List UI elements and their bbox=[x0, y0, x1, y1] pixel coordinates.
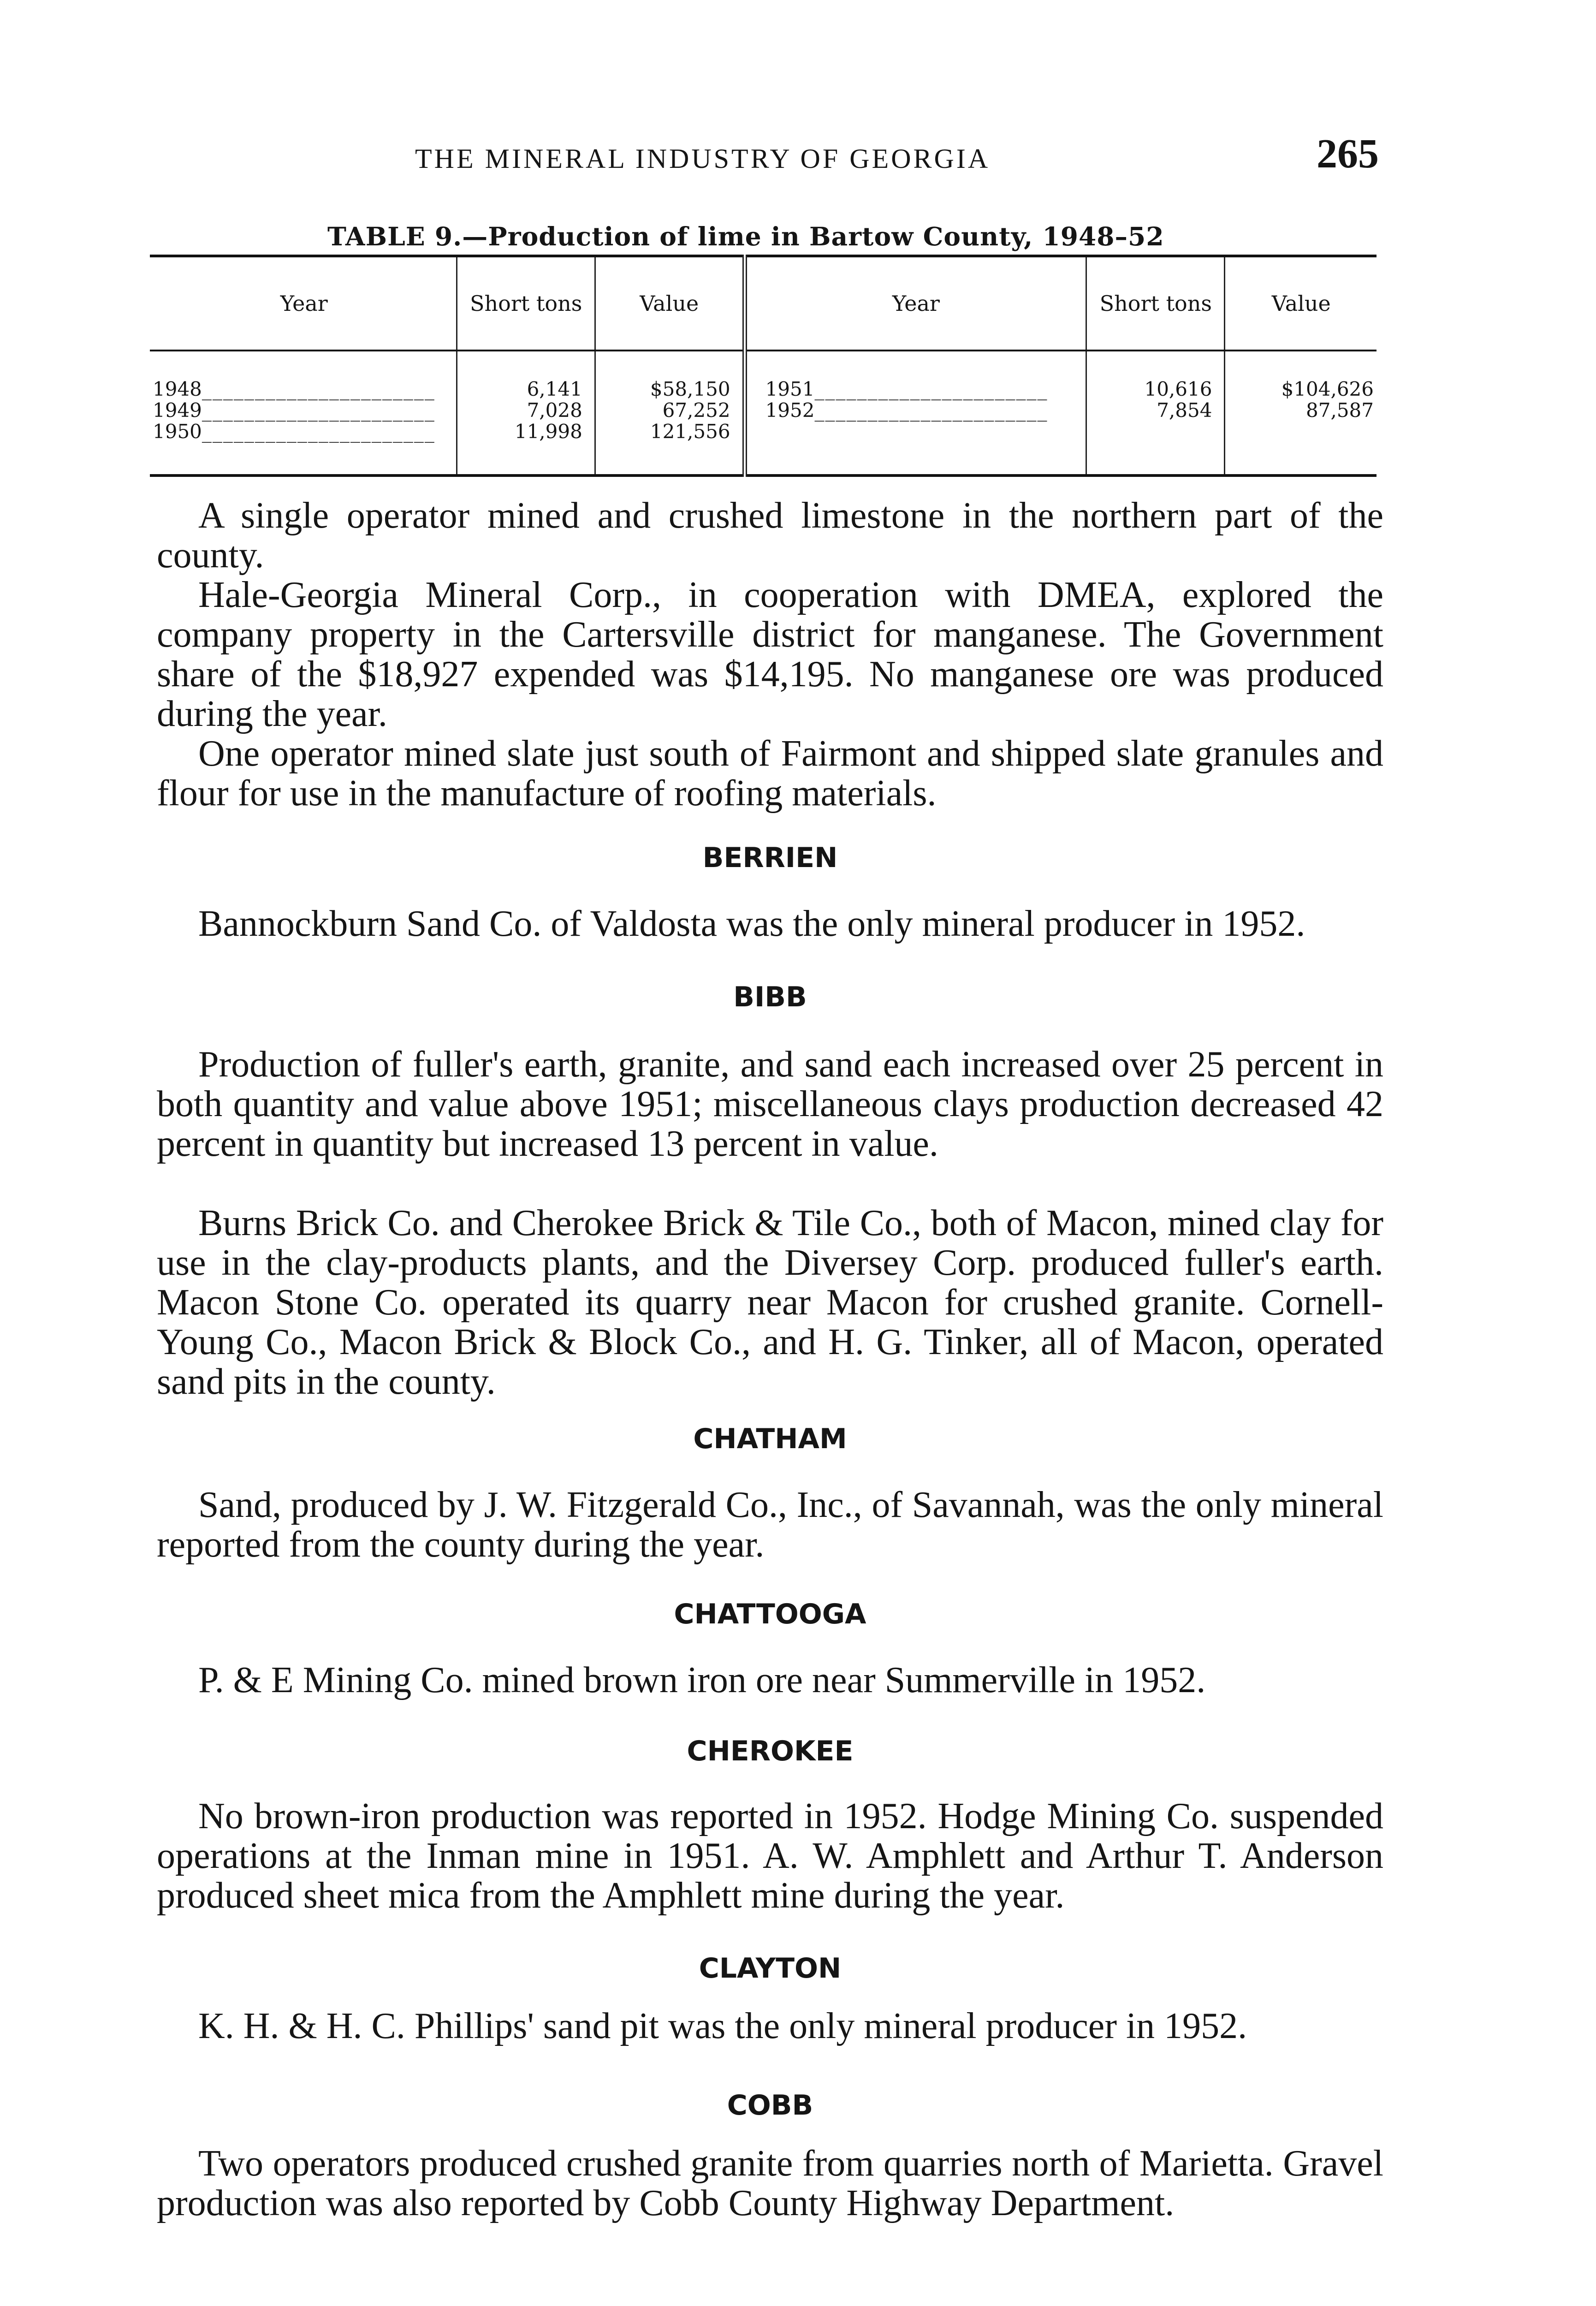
table-cell-year bbox=[150, 351, 457, 400]
section-heading-berrien: BERRIEN bbox=[702, 842, 838, 874]
year-value: 1952 bbox=[765, 399, 815, 422]
section-heading-chatham: CHATHAM bbox=[693, 1423, 847, 1455]
section-heading-bibb: BIBB bbox=[733, 981, 807, 1013]
table-cell-year bbox=[745, 351, 1086, 400]
paragraph-bartow-manganese: Hale-Georgia Mineral Corp., in cooperation with DMEA, explored the company property in the Cartersville district for manganese. The Government share of the $18,927 expended was $14,195. No manganese ore was produced during the year. bbox=[157, 575, 1383, 734]
table-cell-year bbox=[150, 400, 457, 421]
section-heading-clayton: CLAYTON bbox=[699, 1952, 842, 1985]
paragraph-bartow-limestone: A single operator mined and crushed limestone in the northern part of the county. bbox=[157, 495, 1383, 576]
table-cell-value: 67,252 bbox=[595, 400, 744, 421]
year-value: 1948 bbox=[153, 378, 202, 400]
leader-dots: ______________________ bbox=[202, 420, 435, 443]
running-title: THE MINERAL INDUSTRY OF GEORGIA bbox=[415, 143, 991, 174]
paragraph-chatham: Sand, produced by J. W. Fitzgerald Co., Inc., of Savannah, was the only mineral reported from the county during the year. bbox=[157, 1485, 1383, 1565]
table-row bbox=[150, 421, 1376, 475]
table-header-row bbox=[150, 256, 1376, 351]
section-heading-cobb: COBB bbox=[727, 2089, 813, 2122]
paragraph-bibb-producers: Burns Brick Co. and Cherokee Brick & Tile Co., both of Macon, mined clay for use in the clay-products plants, and the Diversey Corp. produced fuller's earth. Macon Stone Co. operated its quarry near Macon for crushed granite. Cornell-Young Co., Macon Brick & Block Co., and H. G. Tinker, all of Macon, operated sand pits in the county. bbox=[157, 1203, 1383, 1402]
paragraph-cobb: Two operators produced crushed granite from quarries north of Marietta. Gravel production was also reported by Cobb County Highway Department. bbox=[157, 2143, 1383, 2223]
table-cell-short-tons: 7,854 bbox=[1086, 400, 1225, 421]
running-head bbox=[152, 131, 1379, 189]
table-caption: TABLE 9.—Production of lime in Bartow County, 1948–52 bbox=[327, 221, 1164, 251]
paragraph-bibb-production: Production of fuller's earth, granite, and sand each increased over 25 percent in both quantity and value above 1951; miscellaneous clays production decreased 42 percent in quantity but increased 13 percent in value. bbox=[157, 1044, 1383, 1164]
year-value: 1950 bbox=[153, 420, 202, 443]
table-cell-year bbox=[150, 421, 457, 475]
leader-dots: ______________________ bbox=[202, 399, 435, 422]
table-cell-year bbox=[745, 400, 1086, 421]
table-cell-value: 121,556 bbox=[595, 421, 744, 475]
table-row bbox=[150, 351, 1376, 400]
paragraph-cherokee: No brown-iron production was reported in 1952. Hodge Mining Co. suspended operations at the Inman mine in 1951. A. W. Amphlett and Arthur T. Anderson produced sheet mica from the Amphlett mine during the year. bbox=[157, 1796, 1383, 1916]
column-header-short-tons: Short tons bbox=[457, 256, 595, 351]
paragraph-bartow-slate: One operator mined slate just south of Fairmont and shipped slate granules and flour for use in the manufacture of roofing materials. bbox=[157, 733, 1383, 814]
table-cell-empty bbox=[1225, 421, 1376, 475]
year-value: 1949 bbox=[153, 399, 202, 422]
table-cell-value: $58,150 bbox=[595, 351, 744, 400]
table-cell-value: $104,626 bbox=[1225, 351, 1376, 400]
table-cell-value: 87,587 bbox=[1225, 400, 1376, 421]
paragraph-chattooga: P. & E Mining Co. mined brown iron ore near Summerville in 1952. bbox=[198, 1660, 1206, 1700]
paragraph-berrien: Bannockburn Sand Co. of Valdosta was the only mineral producer in 1952. bbox=[198, 903, 1305, 944]
column-header-value: Value bbox=[1225, 256, 1376, 351]
column-header-year: Year bbox=[280, 291, 328, 316]
table-cell-short-tons: 6,141 bbox=[457, 351, 595, 400]
table-cell-short-tons: 10,616 bbox=[1086, 351, 1225, 400]
leader-dots: ______________________ bbox=[814, 399, 1048, 422]
section-heading-chattooga: CHATTOOGA bbox=[674, 1598, 866, 1630]
column-header-value: Value bbox=[595, 256, 744, 351]
table-cell-short-tons: 11,998 bbox=[457, 421, 595, 475]
year-value: 1951 bbox=[765, 378, 815, 400]
paragraph-clayton: K. H. & H. C. Phillips' sand pit was the only mineral producer in 1952. bbox=[198, 2006, 1247, 2046]
table-cell-short-tons: 7,028 bbox=[457, 400, 595, 421]
table-cell-empty bbox=[745, 421, 1086, 475]
column-header-short-tons: Short tons bbox=[1086, 256, 1225, 351]
lime-production-table bbox=[150, 255, 1376, 477]
leader-dots: ______________________ bbox=[202, 378, 435, 400]
page-number: 265 bbox=[1317, 131, 1379, 177]
table-cell-empty bbox=[1086, 421, 1225, 475]
section-heading-cherokee: CHEROKEE bbox=[687, 1735, 854, 1767]
table-row bbox=[150, 400, 1376, 421]
column-header-year: Year bbox=[745, 256, 1086, 351]
leader-dots: ______________________ bbox=[814, 378, 1048, 400]
